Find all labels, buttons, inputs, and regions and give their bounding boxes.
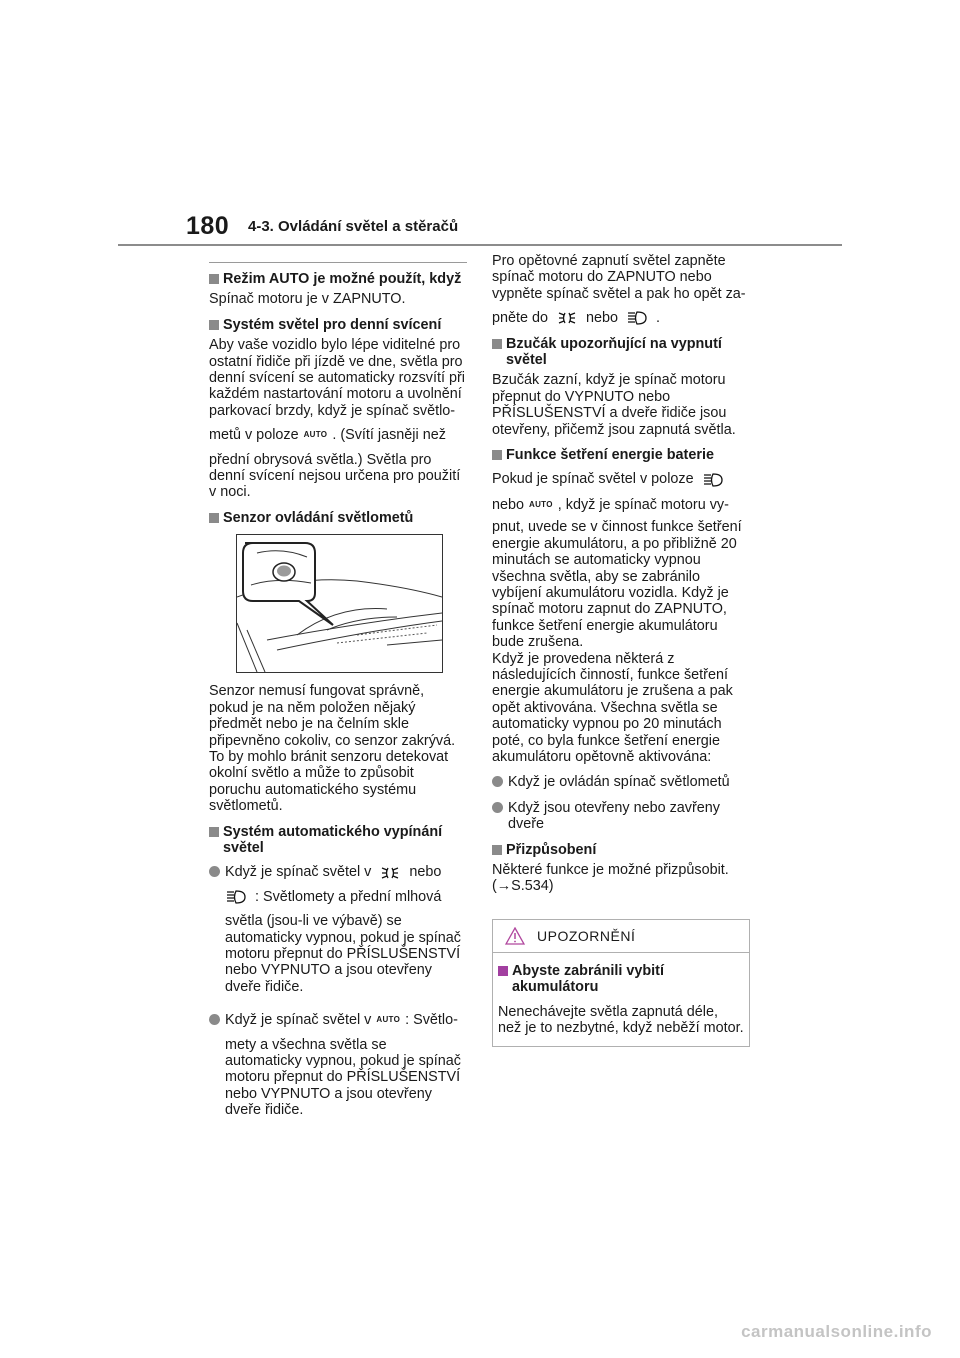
- paragraph: pněte do nebo .: [492, 310, 661, 327]
- paragraph: přední obrysová světla.) Světla pro denní svícení nejsou určena pro použití v noci.: [209, 451, 461, 501]
- paragraph: Nenechávejte světla zapnutá déle, než je to nezbytné, když neběží motor.: [498, 1003, 744, 1037]
- section-title: Systém světel pro denní svícení: [223, 316, 442, 333]
- auto-icon: AUTO: [303, 430, 328, 440]
- paragraph: Bzučák zazní, když je spínač motoru přepnut do VYPNUTO nebo PŘÍSLUŠENSTVÍ a dveře řidiče jsou otevřeny, přičemž jsou zapnutá světla.: [492, 372, 736, 438]
- paragraph: To by mohlo bránit senzoru detekovat okolní světlo a může to způsobit poruchu automatického systému světlometů.: [209, 748, 449, 815]
- section-marker: [209, 320, 219, 330]
- bullet-dot: [209, 866, 220, 877]
- paragraph: Některé funkce je možné přizpůsobit. (→S.534): [492, 862, 729, 895]
- sensor-illustration: [236, 534, 443, 673]
- section-marker: [209, 827, 219, 837]
- warning-box: [492, 919, 750, 1048]
- column-top-rule: [209, 262, 467, 263]
- parking-light-icon: [556, 311, 578, 325]
- warning-triangle-icon: [505, 927, 525, 945]
- right-column: [492, 253, 750, 1047]
- site-watermark: carmanualsonline.info: [741, 1322, 932, 1341]
- headlight-icon: [702, 472, 724, 488]
- headlight-icon: [225, 889, 247, 905]
- section-title: Přizpůsobení: [506, 841, 597, 858]
- section-heading: [209, 824, 467, 857]
- paragraph: Pro opětovné zapnutí světel zapněte spínač motoru do ZAPNUTO nebo vypněte spínač světel a pak ho opět za-: [492, 253, 746, 302]
- bullet-dot: [492, 776, 503, 787]
- auto-icon: AUTO: [376, 1015, 401, 1025]
- warning-title-label: UPOZORNĚNÍ: [537, 927, 636, 944]
- section-marker: [492, 339, 502, 349]
- paragraph: pnut, uvede se v činnost funkce šetření energie akumulátoru, a po přibližně 20 minutách se automaticky vypnou všechna světla, aby se zabránilo vybíjení akumulátoru vozidla. Když je spínač motoru zapnut do ZAPNUTO, funkce šetření energie akumulátoru bude zrušena.: [492, 519, 742, 651]
- section-marker: [492, 450, 502, 460]
- bullet-dot: [492, 802, 503, 813]
- bullet-dot: [209, 1014, 220, 1025]
- paragraph: metů v poloze AUTO . (Svítí jasněji než: [209, 427, 446, 444]
- list-item: Když je spínač světel v nebo : Světlomety a přední mlhová světla (jsou-li ve výbavě) se automaticky vypnou, pokud je spínač motoru přepnut do PŘÍSLUŠENSTVÍ nebo VYPNUTO a jsou otevřeny dveře řidiče.: [209, 864, 467, 1003]
- section-title: Senzor ovládání světlometů: [223, 509, 414, 526]
- parking-light-icon: [379, 866, 401, 880]
- section-heading: [492, 842, 750, 858]
- paragraph: nebo AUTO , když je spínač motoru vy-: [492, 496, 729, 513]
- section-title: Systém automatického vypínání světel: [223, 823, 443, 856]
- chapter-title: 4-3. Ovládání světel a stěračů: [248, 218, 459, 235]
- paragraph: Pokud je spínač světel v poloze: [492, 471, 750, 487]
- list-item: Když jsou otevřeny nebo zavřeny dveře: [492, 800, 750, 833]
- section-heading: [209, 317, 467, 333]
- section-heading: [498, 963, 744, 996]
- section-heading: [209, 271, 467, 287]
- section-heading: [209, 510, 467, 526]
- list-item: Když je spínač světel v AUTO : Světlo- mety a všechna světla se automaticky vypnou, pokud je spínač motoru přepnut do PŘÍSLUŠENSTVÍ nebo VYPNUTO a jsou otevřeny dveře řidiče.: [209, 1012, 467, 1126]
- section-marker: [498, 966, 508, 976]
- section-marker: [209, 513, 219, 523]
- section-title: Abyste zabránili vybití akumulátoru: [512, 962, 664, 996]
- section-heading: [492, 336, 750, 369]
- auto-icon: AUTO: [529, 499, 553, 509]
- section-heading: [492, 447, 750, 463]
- section-marker: [492, 845, 502, 855]
- section-title: Režim AUTO je možné použít, když: [223, 271, 462, 287]
- left-column: [209, 262, 467, 1136]
- page-number: 180: [186, 212, 230, 240]
- section-title: Bzučák upozorňující na vypnutí světel: [506, 335, 722, 369]
- paragraph: Senzor nemusí fungovat správně, pokud je na něm položen nějaký předmět nebo je na čelním skle připevněno cokoliv, co senzor zakrývá.: [209, 683, 456, 749]
- section-title: Funkce šetření energie baterie: [506, 447, 714, 464]
- warning-header: [493, 920, 749, 953]
- paragraph: Spínač motoru je v ZAPNUTO.: [209, 291, 406, 308]
- page-reference-link[interactable]: (→S.534): [492, 878, 554, 895]
- paragraph: Když je provedena některá z následujících činností, funkce šetření energie akumulátoru je zrušena a pak opět aktivována. Všechna světla se automaticky vypnou po 20 minutách poté, co byla funkce šetření energie akumulátoru opětovně aktivována:: [492, 650, 733, 765]
- header-divider: [118, 244, 842, 246]
- paragraph: Aby vaše vozidlo bylo lépe viditelné pro ostatní řidiče při jízdě ve dne, světla pro denní svícení se automaticky rozsvítí při každém nastartování motoru a uvolnění parkovací brzdy, když je spínač světlo-: [209, 337, 465, 419]
- headlight-icon: [626, 310, 648, 326]
- list-item: Když je ovládán spínač světlometů: [492, 774, 750, 790]
- section-marker: [209, 274, 219, 284]
